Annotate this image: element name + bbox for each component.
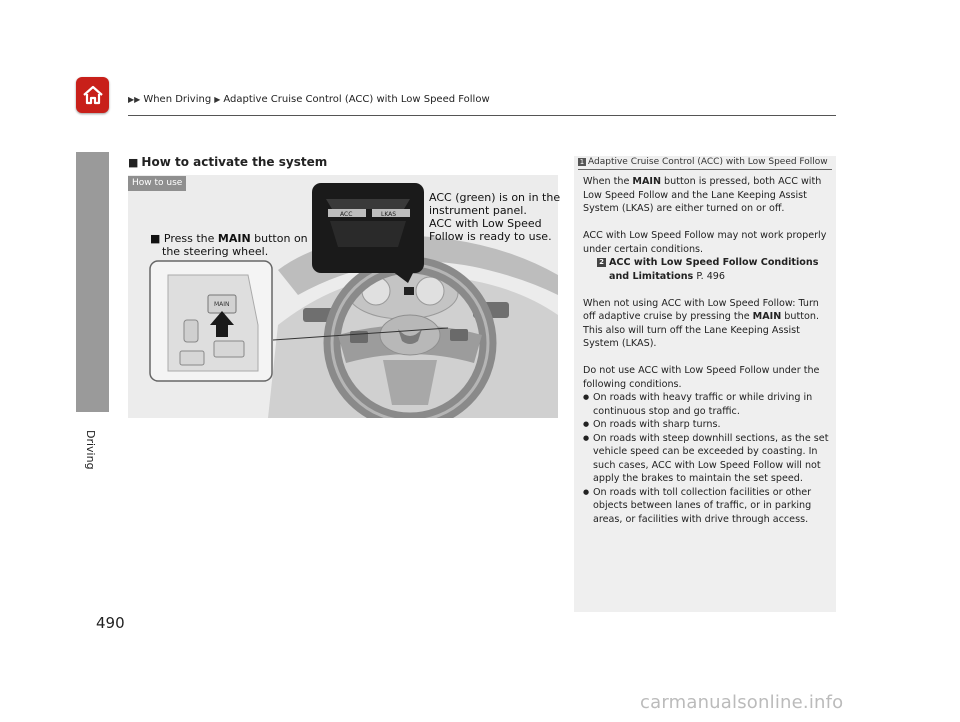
callout-acc-on: ACC (green) is on in the instrument panel. — [429, 191, 561, 217]
cross-reference-link-cont[interactable]: and Limitations P. 496 — [609, 270, 726, 282]
note-paragraph: ACC with Low Speed Follow may not work properly under certain conditions. — [583, 230, 827, 255]
list-item: ● On roads with toll collection facilities or other objects between lanes of traffic, or in parking areas, or facilities with drive through access. — [583, 486, 829, 527]
cross-reference-link[interactable]: 2 ACC with Low Speed Follow Conditions — [583, 256, 829, 270]
note-body — [583, 175, 829, 526]
header-divider — [128, 115, 836, 116]
main-button-label: MAIN — [214, 301, 230, 308]
square-bullet-icon: ■ — [150, 232, 161, 245]
reference-marker-icon: 1 — [579, 157, 585, 166]
list-item: ● On roads with steep downhill sections, as the set vehicle speed can be exceeded by coasting. In such cases, ACC with Low Speed Follow will not apply the brakes to maintain the set speed. — [583, 432, 829, 486]
note-paragraph: When not using ACC with Low Speed Follow: Turn off adaptive cruise by pressing the MAIN button. This also will turn off the Lane Keeping Assist System (LKAS). — [583, 297, 819, 349]
breadcrumb-arrow-icon: ▶ — [214, 95, 221, 104]
cross-reference-icon: 2 — [597, 258, 606, 267]
lkas-indicator-label: LKAS — [381, 211, 397, 218]
note-header: 1 Adaptive Cruise Control (ACC) with Low Speed Follow — [578, 157, 832, 170]
home-button[interactable] — [76, 77, 109, 113]
list-item: ● On roads with sharp turns. — [583, 418, 829, 432]
page-number: 490 — [96, 614, 125, 632]
breadcrumb-arrow-icon: ▶▶ — [128, 95, 141, 104]
square-bullet-icon: ■ — [128, 156, 139, 169]
chapter-label: Driving — [84, 430, 97, 470]
note-paragraph: When the MAIN button is pressed, both ACC with Low Speed Follow and the Lane Keeping Assist System (LKAS) are either turned on or off. — [583, 176, 822, 214]
list-item: ● On roads with heavy traffic or while driving in continuous stop and go traffic. — [583, 391, 829, 418]
breadcrumb-item-acc[interactable]: Adaptive Cruise Control (ACC) with Low Speed Follow — [223, 94, 490, 105]
how-to-use-tag: How to use — [128, 176, 186, 191]
callout-acc-ready: ACC with Low Speed Follow is ready to use. — [429, 217, 552, 243]
acc-indicator-label: ACC — [340, 211, 353, 218]
note-paragraph: Do not use ACC with Low Speed Follow under the following conditions. — [583, 365, 820, 390]
chapter-tab[interactable] — [76, 152, 109, 412]
section-heading: ■ How to activate the system — [128, 155, 328, 169]
watermark: carmanualsonline.info — [640, 692, 844, 713]
conditions-list — [583, 391, 829, 526]
breadcrumb — [128, 94, 490, 105]
home-icon — [81, 83, 105, 107]
callout-main-button: ■ Press the MAIN button on the steering wheel. — [150, 232, 308, 258]
breadcrumb-item-when-driving[interactable]: When Driving — [143, 94, 212, 105]
